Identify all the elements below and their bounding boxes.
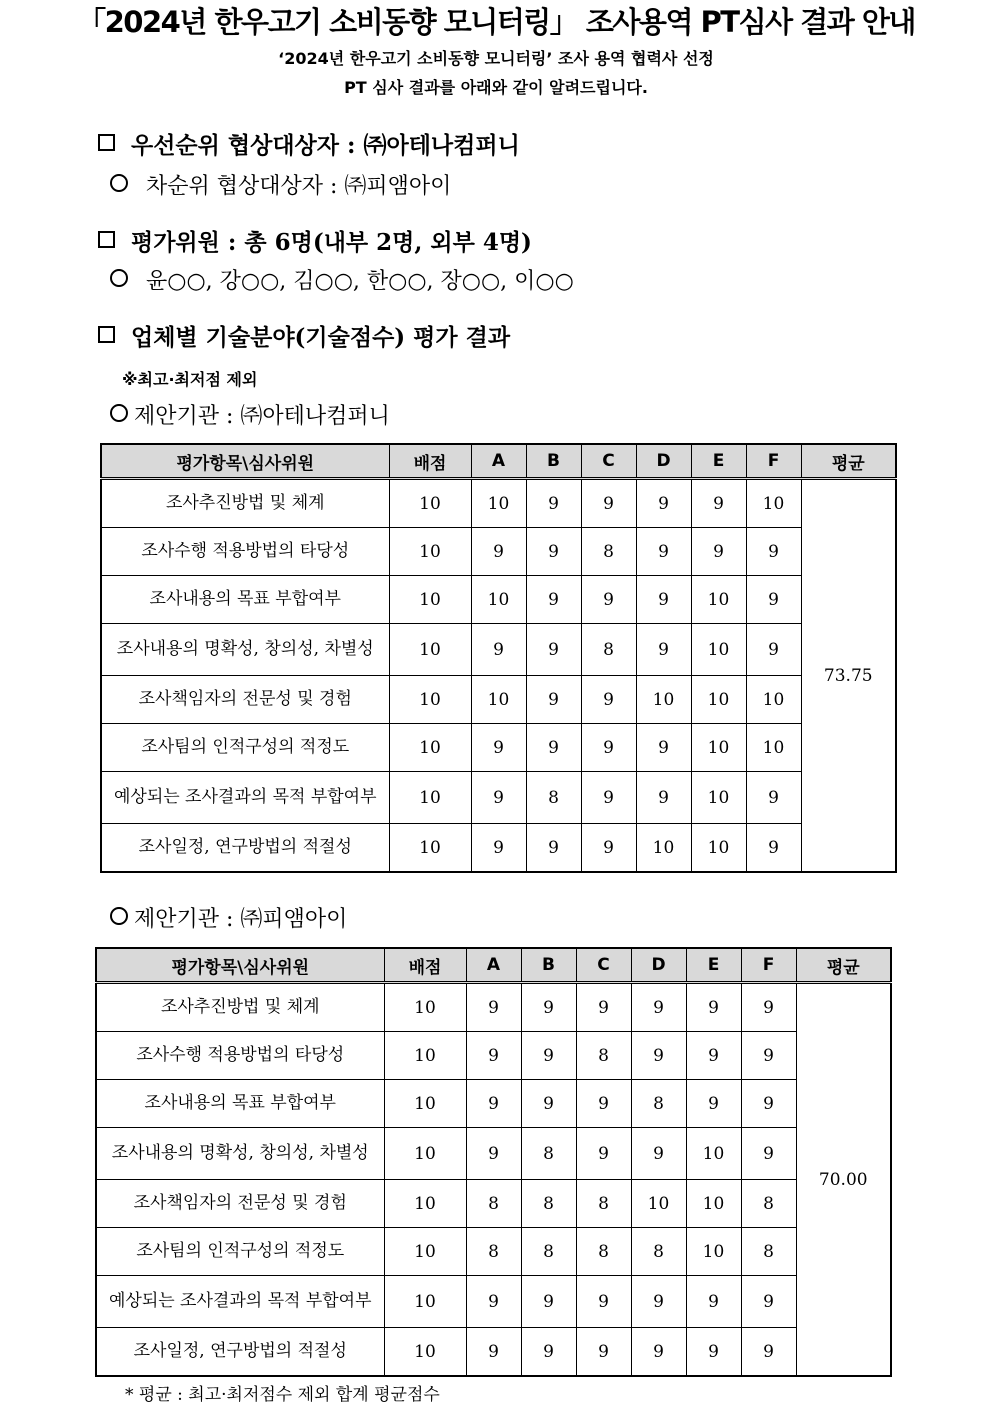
judge-score: 9 (466, 1128, 521, 1180)
table-row (96, 1180, 891, 1228)
table-row (101, 724, 896, 772)
judge-score: 9 (686, 983, 741, 1032)
judge-score: 9 (471, 772, 526, 824)
max-points: 10 (389, 528, 471, 576)
column-header: 평가항목\심사위원 (101, 444, 389, 479)
judge-score: 9 (741, 1328, 796, 1377)
table-header-row (96, 948, 891, 983)
judge-score: 10 (636, 824, 691, 873)
judge-score: 10 (631, 1180, 686, 1228)
judge-score: 9 (526, 676, 581, 724)
column-header: A (466, 948, 521, 983)
table-body (96, 983, 891, 1377)
section-evaluation-results-text: 업체별 기술분야(기술점수) 평가 결과 (131, 324, 511, 351)
table-row (101, 528, 896, 576)
evaluation-item: 예상되는 조사결과의 목적 부합여부 (101, 772, 389, 824)
judge-score: 9 (581, 772, 636, 824)
evaluation-item: 조사수행 적용방법의 타당성 (96, 1032, 384, 1080)
judge-score: 10 (691, 676, 746, 724)
column-header: 배점 (389, 444, 471, 479)
judge-score: 10 (746, 724, 801, 772)
judge-score: 9 (466, 1328, 521, 1377)
exclusion-note: ※최고·최저점 제외 (122, 370, 258, 389)
judge-score: 10 (636, 676, 691, 724)
judge-score: 9 (746, 528, 801, 576)
judge-score: 9 (636, 576, 691, 624)
table-row (101, 772, 896, 824)
judge-score: 10 (686, 1128, 741, 1180)
checkbox-square-icon (98, 326, 115, 343)
average-score: 73.75 (801, 479, 896, 873)
score-table-2 (95, 947, 892, 1377)
table-row (96, 1080, 891, 1128)
judge-score: 9 (686, 1328, 741, 1377)
evaluation-item: 조사책임자의 전문성 및 경험 (96, 1180, 384, 1228)
judge-score: 9 (521, 1032, 576, 1080)
judge-score: 9 (526, 724, 581, 772)
judge-score: 9 (691, 479, 746, 528)
column-header: E (686, 948, 741, 983)
column-header: B (526, 444, 581, 479)
judge-score: 9 (576, 1080, 631, 1128)
column-header: C (581, 444, 636, 479)
judge-score: 9 (466, 983, 521, 1032)
judge-score: 9 (581, 576, 636, 624)
judge-score: 9 (746, 772, 801, 824)
judge-score: 9 (521, 1080, 576, 1128)
judge-score: 10 (691, 624, 746, 676)
judge-score: 8 (526, 772, 581, 824)
footnote: * 평균 : 최고·최저점수 제외 합계 평균점수 (125, 1385, 440, 1405)
max-points: 10 (389, 824, 471, 873)
max-points: 10 (384, 1228, 466, 1276)
judge-score: 8 (631, 1080, 686, 1128)
judge-score: 9 (746, 576, 801, 624)
column-header: F (746, 444, 801, 479)
evaluation-item: 조사내용의 명확성, 창의성, 차별성 (96, 1128, 384, 1180)
judge-score: 8 (576, 1228, 631, 1276)
judge-score: 10 (746, 676, 801, 724)
judge-score: 10 (686, 1228, 741, 1276)
evaluation-item: 조사추진방법 및 체계 (96, 983, 384, 1032)
max-points: 10 (389, 624, 471, 676)
judge-score: 9 (526, 528, 581, 576)
judge-score: 8 (741, 1228, 796, 1276)
judge-score: 9 (471, 528, 526, 576)
column-header: D (636, 444, 691, 479)
subtitle-line-2: PT 심사 결과를 아래와 같이 알려드립니다. (344, 78, 648, 97)
evaluation-item: 조사내용의 목표 부합여부 (96, 1080, 384, 1128)
judge-score: 9 (526, 479, 581, 528)
judge-score: 8 (576, 1180, 631, 1228)
score-table-1 (100, 443, 897, 873)
judge-score: 8 (741, 1180, 796, 1228)
judge-score: 9 (741, 983, 796, 1032)
judge-score: 9 (691, 528, 746, 576)
judge-score: 8 (466, 1180, 521, 1228)
judge-score: 9 (636, 624, 691, 676)
subtitle-line-1: ‘2024년 한우고기 소비동향 모니터링’ 조사 용역 협력사 선정 (278, 49, 714, 68)
max-points: 10 (389, 724, 471, 772)
column-header: 평가항목\심사위원 (96, 948, 384, 983)
evaluator-names (110, 264, 574, 295)
evaluation-item: 조사일정, 연구방법의 적절성 (96, 1328, 384, 1377)
judge-score: 10 (691, 824, 746, 873)
judge-score: 9 (746, 624, 801, 676)
evaluation-item: 조사팀의 인적구성의 적정도 (96, 1228, 384, 1276)
checkbox-square-icon (98, 231, 115, 248)
column-header: F (741, 948, 796, 983)
judge-score: 10 (471, 479, 526, 528)
circle-bullet-icon (110, 174, 128, 192)
average-score: 70.00 (796, 983, 891, 1377)
section-priority-negotiator-text: 우선순위 협상대상자 : ㈜아테나컴퍼니 (131, 132, 520, 159)
circle-bullet-icon (110, 907, 128, 925)
judge-score: 9 (581, 824, 636, 873)
column-header: B (521, 948, 576, 983)
judge-score: 9 (581, 724, 636, 772)
judge-score: 9 (636, 772, 691, 824)
column-header: E (691, 444, 746, 479)
judge-score: 9 (741, 1128, 796, 1180)
table-row (101, 676, 896, 724)
table-row (96, 983, 891, 1032)
table-row (96, 1276, 891, 1328)
table-row (101, 824, 896, 873)
max-points: 10 (389, 479, 471, 528)
judge-score: 9 (466, 1276, 521, 1328)
section-evaluators-text: 평가위원 : 총 6명(내부 2명, 외부 4명) (131, 229, 532, 256)
circle-bullet-icon (110, 269, 128, 287)
table-row (96, 1328, 891, 1377)
judge-score: 9 (636, 528, 691, 576)
judge-score: 9 (636, 724, 691, 772)
secondary-negotiator (110, 169, 451, 200)
judge-score: 9 (631, 1128, 686, 1180)
judge-score: 9 (631, 1328, 686, 1377)
column-header: 평균 (801, 444, 896, 479)
table-header-row (101, 444, 896, 479)
judge-score: 8 (466, 1228, 521, 1276)
max-points: 10 (384, 1080, 466, 1128)
max-points: 10 (389, 576, 471, 624)
judge-score: 9 (581, 676, 636, 724)
page-title: 「2024년 한우고기 소비동향 모니터링」 조사용역 PT심사 결과 안내 (77, 5, 915, 39)
judge-score: 9 (576, 1276, 631, 1328)
table-row (96, 1228, 891, 1276)
evaluation-item: 조사내용의 명확성, 창의성, 차별성 (101, 624, 389, 676)
table-row (101, 624, 896, 676)
judge-score: 8 (581, 624, 636, 676)
judge-score: 9 (576, 1128, 631, 1180)
judge-score: 9 (526, 576, 581, 624)
judge-score: 9 (471, 624, 526, 676)
circle-bullet-icon (110, 404, 128, 422)
judge-score: 9 (636, 479, 691, 528)
section-evaluators (98, 224, 532, 257)
evaluation-item: 조사팀의 인적구성의 적정도 (101, 724, 389, 772)
table-row (96, 1128, 891, 1180)
judge-score: 9 (686, 1080, 741, 1128)
judge-score: 9 (741, 1276, 796, 1328)
evaluation-item: 조사일정, 연구방법의 적절성 (101, 824, 389, 873)
max-points: 10 (384, 1276, 466, 1328)
evaluation-item: 조사책임자의 전문성 및 경험 (101, 676, 389, 724)
org-label-2-text: 제안기관 : ㈜피앰아이 (134, 907, 348, 932)
judge-score: 9 (521, 983, 576, 1032)
max-points: 10 (384, 1180, 466, 1228)
judge-score: 10 (691, 724, 746, 772)
judge-score: 9 (521, 1276, 576, 1328)
org-label-2 (110, 902, 347, 933)
judge-score: 8 (521, 1228, 576, 1276)
max-points: 10 (384, 1032, 466, 1080)
judge-score: 8 (521, 1128, 576, 1180)
judge-score: 9 (526, 624, 581, 676)
max-points: 10 (384, 1328, 466, 1377)
judge-score: 9 (686, 1032, 741, 1080)
table-body (101, 479, 896, 873)
evaluation-item: 조사수행 적용방법의 타당성 (101, 528, 389, 576)
judge-score: 10 (686, 1180, 741, 1228)
judge-score: 8 (631, 1228, 686, 1276)
secondary-negotiator-text: 차순위 협상대상자 : ㈜피앰아이 (146, 174, 452, 199)
judge-score: 9 (521, 1328, 576, 1377)
judge-score: 10 (691, 772, 746, 824)
max-points: 10 (389, 676, 471, 724)
table-row (101, 479, 896, 528)
table-row (96, 1032, 891, 1080)
judge-score: 9 (526, 824, 581, 873)
checkbox-square-icon (98, 134, 115, 151)
max-points: 10 (384, 983, 466, 1032)
column-header: D (631, 948, 686, 983)
evaluation-item: 예상되는 조사결과의 목적 부합여부 (96, 1276, 384, 1328)
judge-score: 9 (471, 824, 526, 873)
judge-score: 9 (741, 1032, 796, 1080)
section-priority-negotiator (98, 127, 520, 160)
column-header: A (471, 444, 526, 479)
column-header: 배점 (384, 948, 466, 983)
column-header: 평균 (796, 948, 891, 983)
column-header: C (576, 948, 631, 983)
judge-score: 9 (471, 724, 526, 772)
judge-score: 9 (466, 1032, 521, 1080)
judge-score: 9 (631, 1276, 686, 1328)
judge-score: 8 (576, 1032, 631, 1080)
org-label-1-text: 제안기관 : ㈜아테나컴퍼니 (134, 404, 390, 429)
max-points: 10 (384, 1128, 466, 1180)
table-row (101, 576, 896, 624)
judge-score: 9 (741, 1080, 796, 1128)
evaluation-item: 조사내용의 목표 부합여부 (101, 576, 389, 624)
evaluation-item: 조사추진방법 및 체계 (101, 479, 389, 528)
judge-score: 9 (581, 479, 636, 528)
judge-score: 9 (576, 983, 631, 1032)
judge-score: 10 (691, 576, 746, 624)
judge-score: 9 (631, 983, 686, 1032)
section-evaluation-results (98, 319, 510, 352)
judge-score: 8 (581, 528, 636, 576)
judge-score: 9 (576, 1328, 631, 1377)
judge-score: 9 (631, 1032, 686, 1080)
judge-score: 9 (466, 1080, 521, 1128)
judge-score: 10 (471, 676, 526, 724)
judge-score: 10 (471, 576, 526, 624)
judge-score: 9 (686, 1276, 741, 1328)
judge-score: 9 (746, 824, 801, 873)
max-points: 10 (389, 772, 471, 824)
evaluator-names-text: 윤○○, 강○○, 김○○, 한○○, 장○○, 이○○ (146, 269, 574, 294)
judge-score: 10 (746, 479, 801, 528)
judge-score: 8 (521, 1180, 576, 1228)
org-label-1 (110, 399, 390, 430)
